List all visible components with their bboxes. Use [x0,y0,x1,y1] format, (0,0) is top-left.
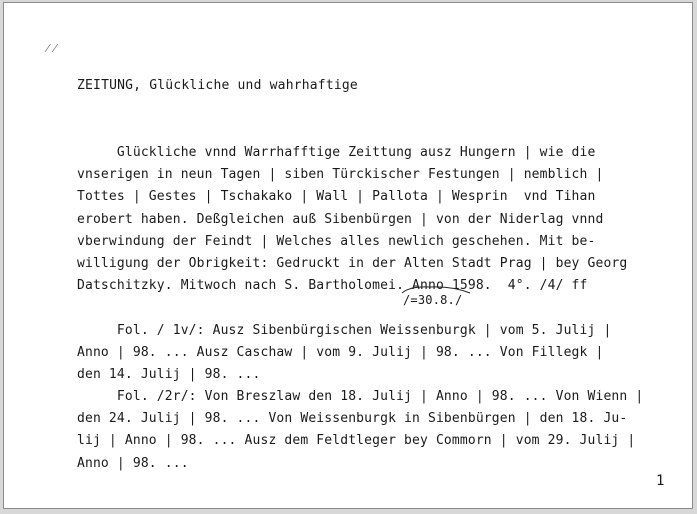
text-line [77,297,687,319]
text-line: willigung der Obrigkeit: Gedruckt in der Alten Stadt Prag | bey Georg [77,255,628,271]
margin-mark: ⁄⁄ [44,41,59,55]
card-heading: ZEITUNG, Glückliche und wahrhaftige [77,78,358,93]
handwritten-note: /=30.8./ [403,293,463,307]
text-line: erobert haben. Deßgleichen auß Sibenbürgen | von der Niderlag vnnd [77,211,604,227]
catalog-card [3,2,693,509]
page-number: 1 [656,473,665,489]
text-line: Glückliche vnnd Warrhafftige Zeittung ausz Hungern | wie die [77,145,596,160]
text-line: Datschitzky. Mitwoch nach S. Bartholomei. Anno 1598. 4°. /4/ ff [77,278,588,294]
text-line: Fol. /2r/: Von Breszlaw den 18. Julij | Anno | 98. ... Von Wienn | [77,389,644,405]
text-line: Fol. / 1v/: Ausz Sibenbürgischen Weissenburgk | vom 5. Julij | [77,322,612,338]
text-line: Tottes | Gestes | Tschakako | Wall | Pallota | Wesprin vnd Tihan [77,189,596,205]
text-line: lij | Anno | 98. ... Ausz dem Feldtleger bey Commorn | vom 29. Julij | [77,433,636,449]
card-body [77,142,687,475]
text-line: vberwindung der Feindt | Welches alles newlich geschehen. Mit be- [77,233,596,249]
text-line: vnserigen in neun Tagen | siben Türckischer Festungen | nemblich | [77,167,604,183]
text-line: den 24. Julij | 98. ... Von Weissenburgk in Sibenbürgen | den 18. Ju- [77,411,628,427]
text-line: den 14. Julij | 98. ... [77,366,261,382]
text-line: Anno | 98. ... [77,455,189,471]
text-line: Anno | 98. ... Ausz Caschaw | vom 9. Julij | 98. ... Von Fillegk | [77,344,604,360]
